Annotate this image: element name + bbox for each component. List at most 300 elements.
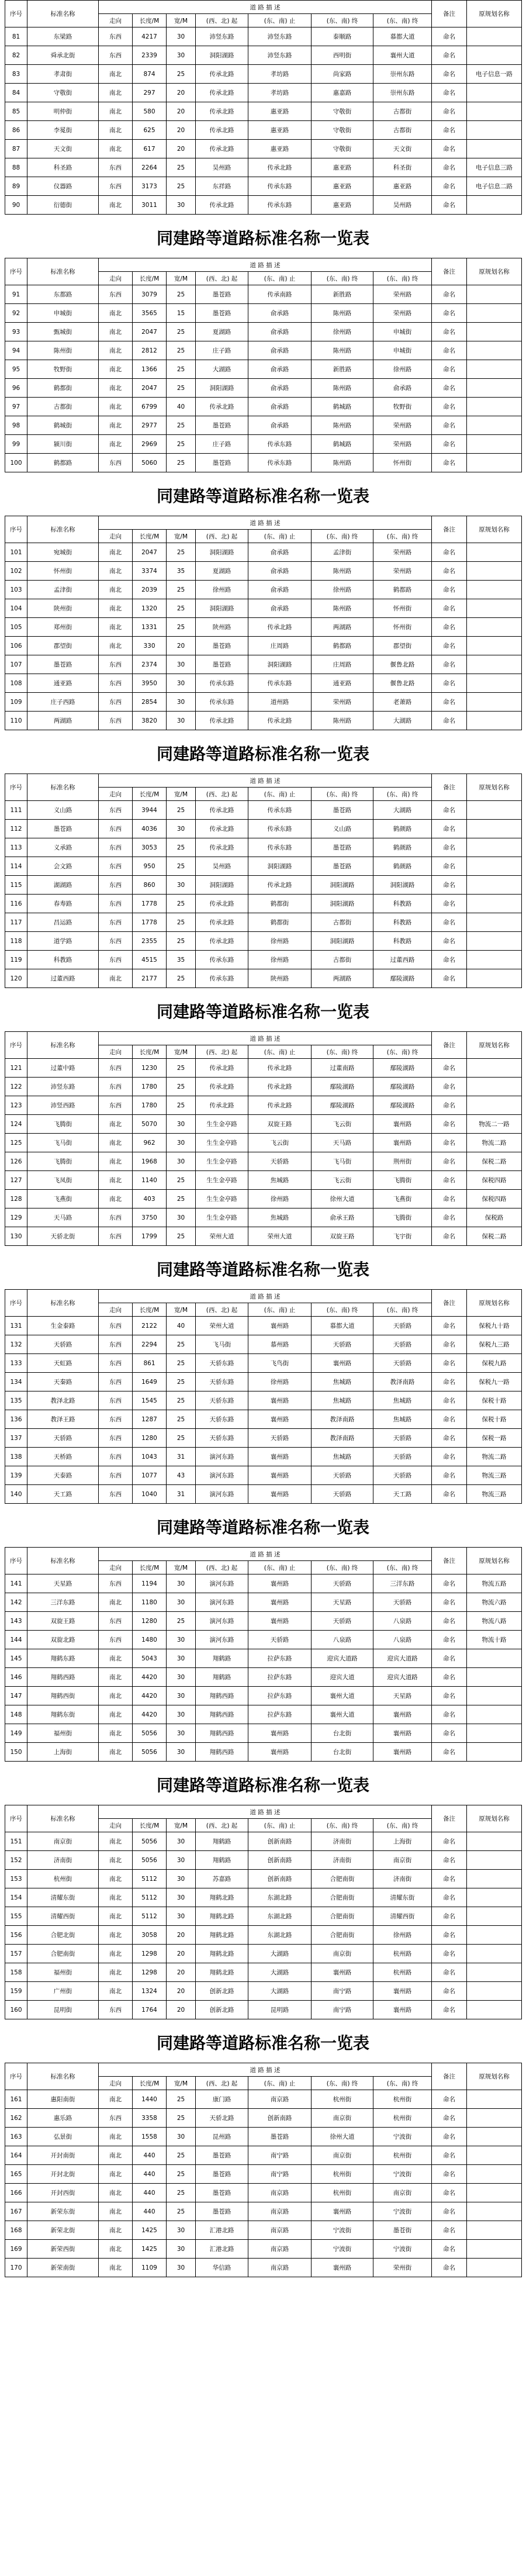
name-cell: 科教路 — [27, 951, 99, 969]
direction-cell: 东西 — [99, 1335, 133, 1354]
remarks-cell: 命名 — [432, 121, 467, 140]
terminal-cell: 宁波街 — [373, 2240, 432, 2259]
start-cell: 传承北路 — [196, 838, 248, 857]
remarks-cell: 命名 — [432, 2221, 467, 2240]
width-cell: 25 — [167, 2165, 196, 2184]
remarks-cell: 命名 — [432, 1574, 467, 1593]
end-cell: 守敬街 — [312, 140, 373, 158]
end-cell: 焦城路 — [312, 1373, 373, 1391]
table-row — [5, 1945, 522, 1963]
table-row — [5, 1724, 522, 1743]
width-cell: 20 — [167, 637, 196, 655]
table-row — [5, 1134, 522, 1152]
section-title: 同建路等道路标准名称一览表 — [156, 1776, 369, 1795]
seq-cell: 140 — [5, 1485, 27, 1504]
through-cell: 大湖路 — [248, 1945, 312, 1963]
start-cell: 翔鹤路 — [196, 1649, 248, 1668]
end-cell: 襄州大道 — [312, 1705, 373, 1724]
terminal-cell: 襄州大道 — [373, 46, 432, 65]
orig-name-cell: 物流五路 — [467, 1574, 522, 1593]
end-cell: 南宁路 — [312, 1982, 373, 2001]
through-cell: 俞承路 — [248, 543, 312, 562]
header-seq: 序号 — [5, 1, 27, 27]
length-cell: 1280 — [133, 1429, 167, 1448]
seq-cell: 145 — [5, 1649, 27, 1668]
through-cell: 传承南路 — [248, 285, 312, 304]
direction-cell: 东西 — [99, 2109, 133, 2128]
table-row — [5, 599, 522, 618]
width-cell: 30 — [167, 1907, 196, 1926]
header-direction: 走向 — [99, 788, 133, 801]
width-cell: 20 — [167, 121, 196, 140]
through-cell: 东湖北路 — [248, 1888, 312, 1907]
width-cell: 25 — [167, 285, 196, 304]
start-cell: 生生金亭路 — [196, 1115, 248, 1134]
header-road-desc: 道 路 描 述 — [99, 516, 432, 530]
seq-cell: 104 — [5, 599, 27, 618]
header-std-name: 标准名称 — [27, 1805, 99, 1832]
seq-cell: 83 — [5, 65, 27, 84]
width-cell: 40 — [167, 398, 196, 416]
direction-cell: 南北 — [99, 304, 133, 323]
table-row — [5, 398, 522, 416]
end-cell: 襄州路 — [312, 2259, 373, 2277]
terminal-cell: 飞宇街 — [373, 1227, 432, 1246]
table-row — [5, 913, 522, 932]
name-cell: 新荣南街 — [27, 2259, 99, 2277]
end-cell: 墨苍路 — [312, 857, 373, 876]
end-cell: 天马路 — [312, 1134, 373, 1152]
start-cell: 墨苍路 — [196, 637, 248, 655]
terminal-cell: 申城街 — [373, 341, 432, 360]
remarks-cell: 命名 — [432, 1724, 467, 1743]
orig-name-cell: 保税四路 — [467, 1171, 522, 1190]
section-title: 同建路等道路标准名称一览表 — [156, 1002, 369, 1021]
length-cell: 3173 — [133, 177, 167, 196]
direction-cell: 南北 — [99, 2221, 133, 2240]
seq-cell: 128 — [5, 1190, 27, 1208]
through-cell: 传承东路 — [248, 454, 312, 472]
end-cell: 焦城路 — [312, 1448, 373, 1466]
seq-cell: 123 — [5, 1096, 27, 1115]
section-title: 同建路等道路标准名称一览表 — [156, 1518, 369, 1537]
name-cell: 新荣北街 — [27, 2221, 99, 2240]
table-row — [5, 1870, 522, 1888]
start-cell: 传承北路 — [196, 1078, 248, 1096]
seq-cell: 89 — [5, 177, 27, 196]
orig-name-cell — [467, 1963, 522, 1982]
length-cell: 2374 — [133, 655, 167, 674]
direction-cell: 东西 — [99, 1485, 133, 1504]
direction-cell: 东西 — [99, 1612, 133, 1631]
remarks-cell: 命名 — [432, 2109, 467, 2128]
width-cell: 30 — [167, 2221, 196, 2240]
seq-cell: 130 — [5, 1227, 27, 1246]
width-cell: 30 — [167, 1208, 196, 1227]
header-width: 宽/M — [167, 272, 196, 285]
width-cell: 25 — [167, 379, 196, 398]
through-cell: 东湖北路 — [248, 1907, 312, 1926]
table-row — [5, 416, 522, 435]
name-cell: 陈州街 — [27, 341, 99, 360]
terminal-cell: 杭州街 — [373, 2090, 432, 2109]
seq-cell: 169 — [5, 2240, 27, 2259]
name-cell: 福州街 — [27, 1963, 99, 1982]
seq-cell: 105 — [5, 618, 27, 637]
through-cell: 俞承路 — [248, 599, 312, 618]
direction-cell: 南北 — [99, 379, 133, 398]
seq-cell: 166 — [5, 2184, 27, 2202]
width-cell: 20 — [167, 2001, 196, 2019]
road-names-table — [5, 774, 522, 988]
through-cell: 天骄路 — [248, 1631, 312, 1649]
start-cell: 生生金亭路 — [196, 1190, 248, 1208]
direction-cell: 南北 — [99, 2202, 133, 2221]
direction-cell: 东西 — [99, 1317, 133, 1335]
length-cell: 1480 — [133, 1631, 167, 1649]
seq-cell: 163 — [5, 2128, 27, 2146]
width-cell: 25 — [167, 969, 196, 988]
seq-cell: 134 — [5, 1373, 27, 1391]
header-width: 宽/M — [167, 788, 196, 801]
table-body — [5, 285, 522, 472]
through-cell: 传承东路 — [248, 435, 312, 454]
length-cell: 3820 — [133, 712, 167, 730]
start-cell: 翔鹤北路 — [196, 1926, 248, 1945]
remarks-cell: 命名 — [432, 1391, 467, 1410]
orig-name-cell: 保税二路 — [467, 1227, 522, 1246]
start-cell: 天骄东路 — [196, 1354, 248, 1373]
start-cell: 沛竖东路 — [196, 27, 248, 46]
width-cell: 25 — [167, 1354, 196, 1373]
table-row — [5, 1631, 522, 1649]
orig-name-cell — [467, 876, 522, 895]
width-cell: 25 — [167, 618, 196, 637]
table-row — [5, 1152, 522, 1171]
terminal-cell: 天文街 — [373, 140, 432, 158]
terminal-cell: 襄州路 — [373, 1724, 432, 1743]
table-row — [5, 1466, 522, 1485]
direction-cell: 南北 — [99, 84, 133, 102]
terminal-cell: 八泉路 — [373, 1631, 432, 1649]
end-cell: 古都街 — [312, 913, 373, 932]
header-through: (东、南) 止 — [248, 272, 312, 285]
through-cell: 传承北路 — [248, 876, 312, 895]
header-end: (东、南) 终 — [312, 14, 373, 27]
length-cell: 297 — [133, 84, 167, 102]
length-cell: 1298 — [133, 1963, 167, 1982]
width-cell: 25 — [167, 341, 196, 360]
seq-cell: 150 — [5, 1743, 27, 1762]
terminal-cell: 宁波街 — [373, 2202, 432, 2221]
terminal-cell: 襄州路 — [373, 1743, 432, 1762]
through-cell: 襄州路 — [248, 1593, 312, 1612]
direction-cell: 南北 — [99, 581, 133, 599]
orig-name-cell — [467, 674, 522, 693]
direction-cell: 南北 — [99, 196, 133, 215]
remarks-cell: 命名 — [432, 341, 467, 360]
through-cell: 徐州路 — [248, 951, 312, 969]
length-cell: 3011 — [133, 196, 167, 215]
width-cell: 25 — [167, 913, 196, 932]
remarks-cell: 命名 — [432, 801, 467, 820]
end-cell: 合肥南街 — [312, 1907, 373, 1926]
end-cell: 南京街 — [312, 2109, 373, 2128]
start-cell: 天骄东路 — [196, 1429, 248, 1448]
width-cell: 30 — [167, 1743, 196, 1762]
remarks-cell: 命名 — [432, 1227, 467, 1246]
terminal-cell: 教泽南路 — [373, 1373, 432, 1391]
seq-cell: 117 — [5, 913, 27, 932]
table-section — [0, 735, 526, 988]
header-remarks: 备注 — [432, 1, 467, 27]
table-row — [5, 323, 522, 341]
seq-cell: 141 — [5, 1574, 27, 1593]
through-cell: 焦城路 — [248, 1208, 312, 1227]
remarks-cell: 命名 — [432, 913, 467, 932]
road-names-table — [5, 258, 522, 472]
direction-cell: 东西 — [99, 1448, 133, 1466]
length-cell: 625 — [133, 121, 167, 140]
seq-cell: 156 — [5, 1926, 27, 1945]
name-cell: 舜承北街 — [27, 46, 99, 65]
name-cell: 翔鹤西路 — [27, 1668, 99, 1687]
start-cell: 墨苍路 — [196, 416, 248, 435]
start-cell: 演河东路 — [196, 1612, 248, 1631]
length-cell: 5056 — [133, 1724, 167, 1743]
length-cell: 3053 — [133, 838, 167, 857]
orig-name-cell — [467, 2146, 522, 2165]
table-row — [5, 1190, 522, 1208]
through-cell: 南京路 — [248, 2240, 312, 2259]
seq-cell: 157 — [5, 1945, 27, 1963]
width-cell: 25 — [167, 1059, 196, 1078]
direction-cell: 东西 — [99, 177, 133, 196]
header-length: 长度/M — [133, 272, 167, 285]
header-road-desc: 道 路 描 述 — [99, 258, 432, 272]
end-cell: 徐州路 — [312, 323, 373, 341]
end-cell: 陈州路 — [312, 454, 373, 472]
header-seq: 序号 — [5, 1548, 27, 1574]
header-orig-name: 原规划名称 — [467, 1032, 522, 1059]
terminal-cell: 荣州街 — [373, 2259, 432, 2277]
remarks-cell: 命名 — [432, 304, 467, 323]
through-cell: 传承东路 — [248, 674, 312, 693]
header-through: (东、南) 止 — [248, 530, 312, 543]
header-std-name: 标准名称 — [27, 1290, 99, 1317]
length-cell: 5112 — [133, 1907, 167, 1926]
start-cell: 夏湖路 — [196, 562, 248, 581]
width-cell: 30 — [167, 1668, 196, 1687]
name-cell: 天虹路 — [27, 1354, 99, 1373]
header-width: 宽/M — [167, 1819, 196, 1832]
name-cell: 庄子西路 — [27, 693, 99, 712]
direction-cell: 东西 — [99, 693, 133, 712]
remarks-cell: 命名 — [432, 599, 467, 618]
end-cell: 陈州路 — [312, 712, 373, 730]
table-row — [5, 27, 522, 46]
header-remarks: 备注 — [432, 774, 467, 801]
table-row — [5, 618, 522, 637]
header-length: 长度/M — [133, 1819, 167, 1832]
seq-cell: 111 — [5, 801, 27, 820]
header-start: (西、北) 起 — [196, 1561, 248, 1574]
terminal-cell: 崇州东路 — [373, 65, 432, 84]
through-cell: 俞承路 — [248, 398, 312, 416]
length-cell: 2977 — [133, 416, 167, 435]
name-cell: 东梁路 — [27, 27, 99, 46]
start-cell: 传承东路 — [196, 674, 248, 693]
header-start: (西、北) 起 — [196, 2077, 248, 2090]
seq-cell: 151 — [5, 1832, 27, 1851]
start-cell: 大湖路 — [196, 360, 248, 379]
through-cell: 鹤都街 — [248, 913, 312, 932]
orig-name-cell — [467, 84, 522, 102]
length-cell: 4515 — [133, 951, 167, 969]
header-length: 长度/M — [133, 14, 167, 27]
direction-cell: 东西 — [99, 1391, 133, 1410]
terminal-cell: 大湖路 — [373, 712, 432, 730]
header-direction: 走向 — [99, 1819, 133, 1832]
header-end: (东、南) 终 — [312, 1045, 373, 1059]
name-cell: 清耀东街 — [27, 1888, 99, 1907]
header-road-desc: 道 路 描 述 — [99, 2063, 432, 2077]
seq-cell: 131 — [5, 1317, 27, 1335]
end-cell: 墨苍路 — [312, 801, 373, 820]
remarks-cell: 命名 — [432, 1429, 467, 1448]
length-cell: 1440 — [133, 2090, 167, 2109]
start-cell: 传承北路 — [196, 196, 248, 215]
length-cell: 440 — [133, 2184, 167, 2202]
end-cell: 惠亚路 — [312, 158, 373, 177]
direction-cell: 南北 — [99, 2240, 133, 2259]
name-cell: 开封南街 — [27, 2146, 99, 2165]
orig-name-cell: 物流二一路 — [467, 1115, 522, 1134]
length-cell: 5112 — [133, 1888, 167, 1907]
through-cell: 拉萨东路 — [248, 1705, 312, 1724]
table-row — [5, 674, 522, 693]
end-cell: 鹤城路 — [312, 398, 373, 416]
header-through: (东、南) 止 — [248, 2077, 312, 2090]
remarks-cell: 命名 — [432, 158, 467, 177]
table-section — [0, 2024, 526, 2277]
start-cell: 生生金亭路 — [196, 1134, 248, 1152]
start-cell: 东祥路 — [196, 177, 248, 196]
through-cell: 惠亚路 — [248, 102, 312, 121]
orig-name-cell — [467, 562, 522, 581]
name-cell: 济南街 — [27, 1851, 99, 1870]
width-cell: 15 — [167, 304, 196, 323]
terminal-cell: 焦城路 — [373, 1410, 432, 1429]
direction-cell: 南北 — [99, 2184, 133, 2202]
direction-cell: 南北 — [99, 1907, 133, 1926]
start-cell: 传承东路 — [196, 951, 248, 969]
length-cell: 1280 — [133, 1612, 167, 1631]
remarks-cell: 命名 — [432, 1354, 467, 1373]
length-cell: 1780 — [133, 1078, 167, 1096]
seq-cell: 164 — [5, 2146, 27, 2165]
start-cell: 荣州大道 — [196, 1317, 248, 1335]
orig-name-cell — [467, 46, 522, 65]
direction-cell: 南北 — [99, 1115, 133, 1134]
start-cell: 天骄东路 — [196, 1373, 248, 1391]
start-cell: 演河东路 — [196, 1466, 248, 1485]
through-cell: 襄州路 — [248, 1724, 312, 1743]
name-cell: 明仲街 — [27, 102, 99, 121]
terminal-cell: 荣州路 — [373, 285, 432, 304]
direction-cell: 南北 — [99, 323, 133, 341]
width-cell: 25 — [167, 1078, 196, 1096]
terminal-cell: 襄州路 — [373, 1134, 432, 1152]
width-cell: 30 — [167, 1724, 196, 1743]
start-cell: 翔鹤北路 — [196, 1963, 248, 1982]
header-std-name: 标准名称 — [27, 774, 99, 801]
header-start: (西、北) 起 — [196, 272, 248, 285]
name-cell: 义山路 — [27, 801, 99, 820]
start-cell: 演河东路 — [196, 1448, 248, 1466]
header-road-desc: 道 路 描 述 — [99, 1290, 432, 1303]
header-length: 长度/M — [133, 530, 167, 543]
table-row — [5, 360, 522, 379]
seq-cell: 153 — [5, 1870, 27, 1888]
table-row — [5, 2090, 522, 2109]
length-cell: 403 — [133, 1190, 167, 1208]
orig-name-cell — [467, 285, 522, 304]
terminal-cell: 荣州路 — [373, 435, 432, 454]
direction-cell: 东西 — [99, 876, 133, 895]
terminal-cell: 科教路 — [373, 895, 432, 913]
width-cell: 30 — [167, 1574, 196, 1593]
length-cell: 2854 — [133, 693, 167, 712]
remarks-cell: 命名 — [432, 951, 467, 969]
header-start: (西、北) 起 — [196, 14, 248, 27]
width-cell: 30 — [167, 674, 196, 693]
through-cell: 传承东路 — [248, 838, 312, 857]
width-cell: 20 — [167, 1945, 196, 1963]
seq-cell: 109 — [5, 693, 27, 712]
remarks-cell: 命名 — [432, 1335, 467, 1354]
name-cell: 孝肃街 — [27, 65, 99, 84]
direction-cell: 南北 — [99, 2090, 133, 2109]
orig-name-cell — [467, 1926, 522, 1945]
direction-cell: 南北 — [99, 416, 133, 435]
direction-cell: 南北 — [99, 1743, 133, 1762]
end-cell: 天骄路 — [312, 1466, 373, 1485]
table-row — [5, 140, 522, 158]
start-cell: 翔鹤西路 — [196, 1705, 248, 1724]
header-direction: 走向 — [99, 1561, 133, 1574]
length-cell: 1298 — [133, 1945, 167, 1963]
header-terminal: (东、南) 终 — [373, 2077, 432, 2090]
remarks-cell: 命名 — [432, 177, 467, 196]
table-row — [5, 1982, 522, 2001]
length-cell: 5056 — [133, 1851, 167, 1870]
start-cell: 传承北路 — [196, 102, 248, 121]
remarks-cell: 命名 — [432, 674, 467, 693]
terminal-cell: 天骄路 — [373, 1593, 432, 1612]
through-cell: 俞承路 — [248, 562, 312, 581]
header-seq: 序号 — [5, 1805, 27, 1832]
start-cell: 翔鹤路 — [196, 1832, 248, 1851]
length-cell: 2969 — [133, 435, 167, 454]
seq-cell: 82 — [5, 46, 27, 65]
remarks-cell: 命名 — [432, 1851, 467, 1870]
road-names-table — [5, 1031, 522, 1246]
start-cell: 庄子路 — [196, 435, 248, 454]
through-cell: 南宁路 — [248, 2146, 312, 2165]
length-cell: 1764 — [133, 2001, 167, 2019]
start-cell: 天骄东路 — [196, 1391, 248, 1410]
